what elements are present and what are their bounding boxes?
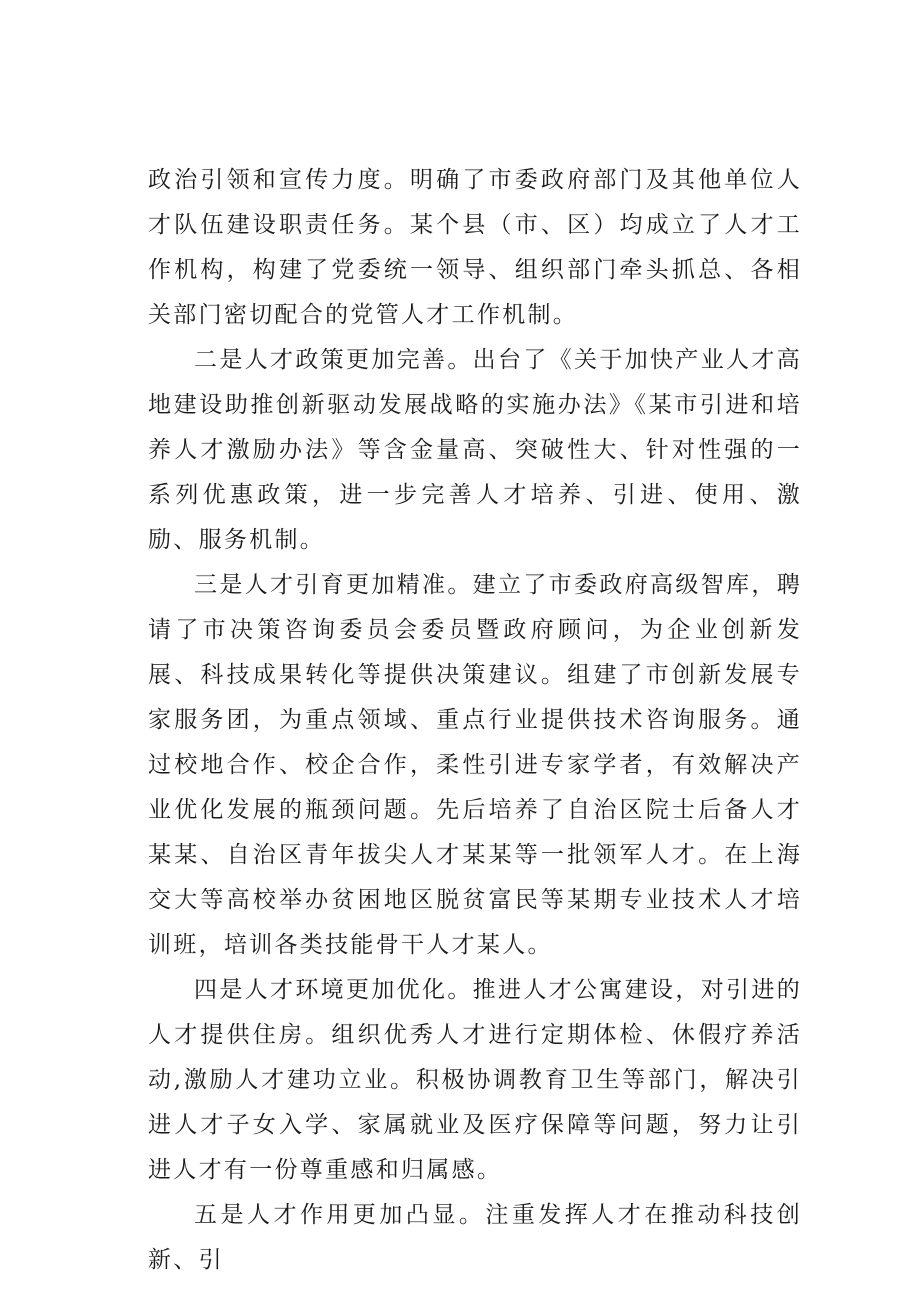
paragraph-talent-role: 五是人才作用更加凸显。注重发挥人才在推动科技创新、引	[148, 1202, 802, 1273]
paragraph-continuation: 政治引领和宣传力度。明确了市委政府部门及其他单位人才队伍建设职责任务。某个县（市、区）均成立了人才工作机构，构建了党委统一领导、组织部门牵头抓总、各相关部门密切配合的党管人才工作机制。	[148, 167, 802, 328]
paragraph-talent-environment: 四是人才环境更加优化。推进人才公寓建设，对引进的人才提供住房。组织优秀人才进行定期体检、休假疗养活动,激励人才建功立业。积极协调教育卫生等部门，解决引进人才子女入学、家属就业及医疗保障等问题，努力让引进人才有一份尊重感和归属感。	[148, 977, 802, 1183]
paragraph-talent-policy: 二是人才政策更加完善。出台了《关于加快产业人才高地建设助推创新驱动发展战略的实施办法》《某市引进和培养人才激励办法》等含金量高、突破性大、针对性强的一系列优惠政策，进一步完善人才培养、引进、使用、激励、服务机制。	[148, 347, 802, 553]
paragraph-talent-cultivation: 三是人才引育更加精准。建立了市委政府高级智库，聘请了市决策咨询委员会委员暨政府顾问，为企业创新发展、科技成果转化等提供决策建议。组建了市创新发展专家服务团，为重点领域、重点行业提供技术咨询服务。通过校地合作、校企合作，柔性引进专家学者，有效解决产业优化发展的瓶颈问题。先后培养了自治区院士后备人才某某、自治区青年拔尖人才某某等一批领军人才。在上海交大等高校举办贫困地区脱贫富民等某期专业技术人才培训班，培训各类技能骨干人才某人。	[148, 572, 802, 958]
document-body	[148, 158, 802, 1283]
